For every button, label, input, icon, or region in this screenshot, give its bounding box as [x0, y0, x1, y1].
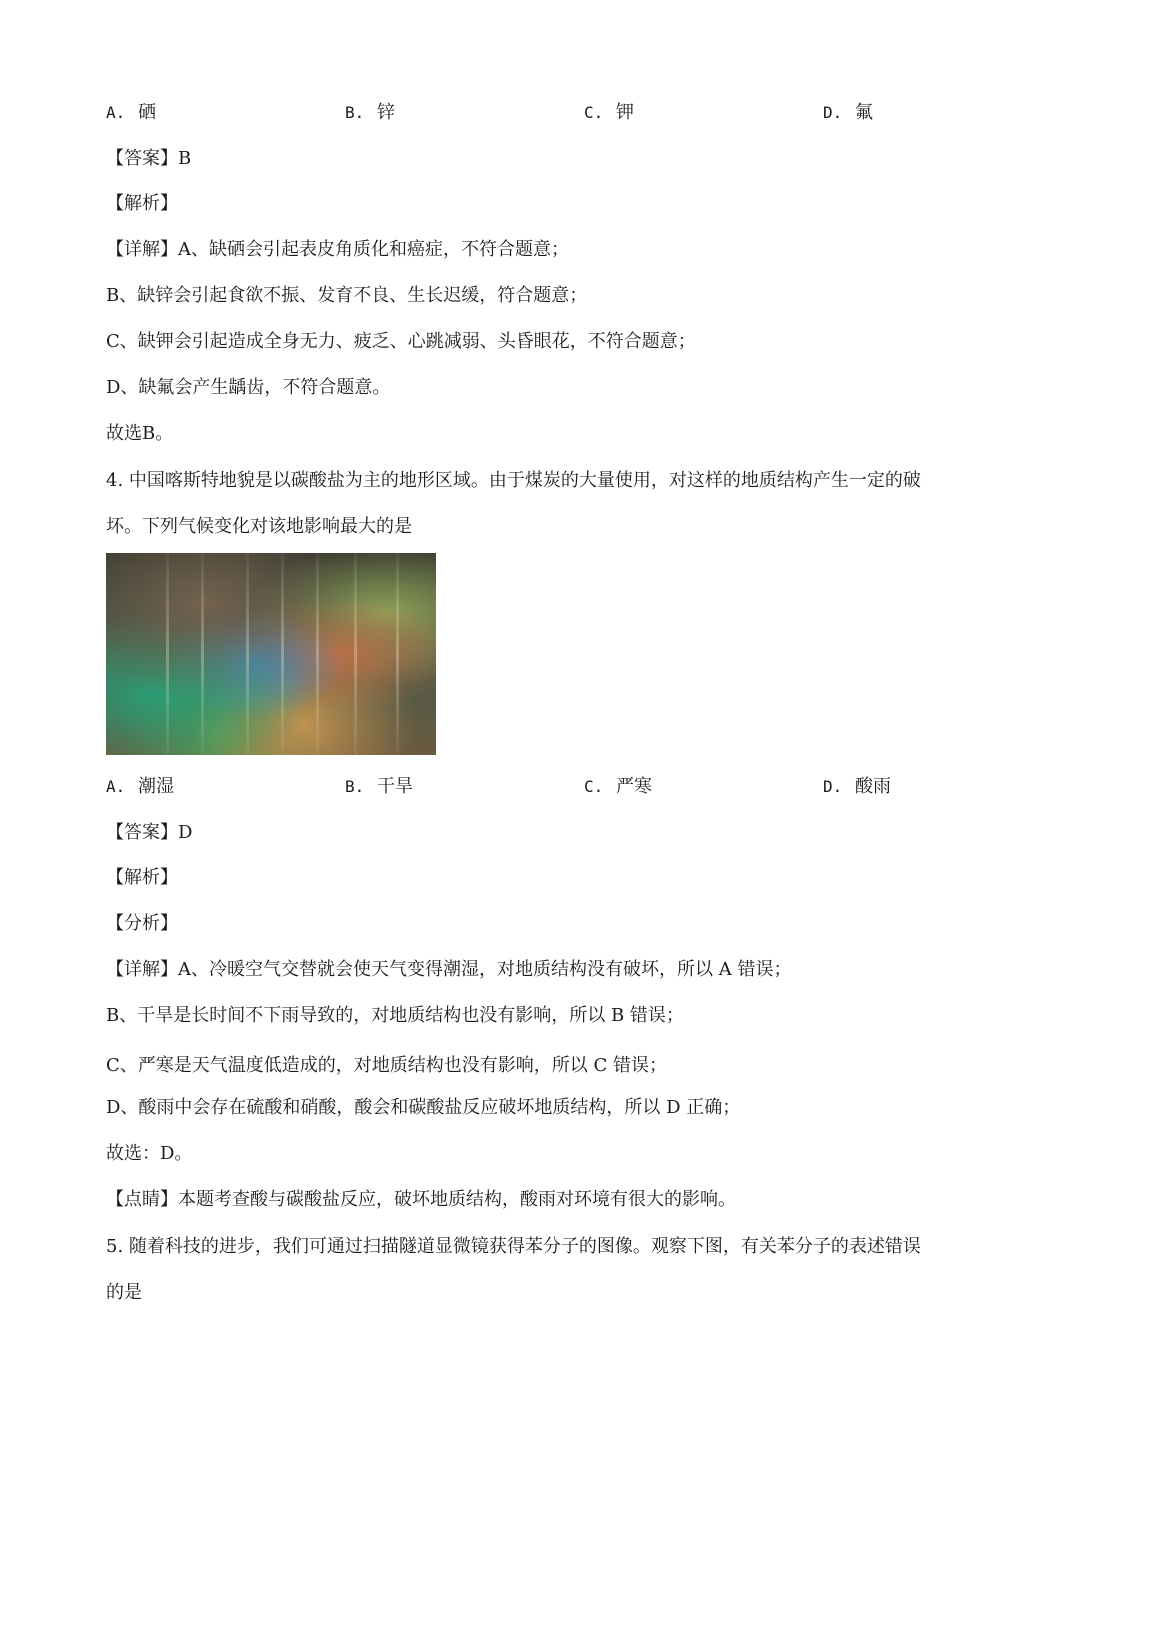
q4-option-a[interactable] — [106, 775, 174, 799]
q3-answer: 【答案】B — [106, 148, 192, 169]
option-key: D. — [823, 103, 843, 122]
option-key: C. — [584, 103, 604, 122]
q4-fenxi-heading: 【分析】 — [106, 913, 178, 934]
q3-options — [106, 101, 1006, 125]
q4-option-b[interactable] — [345, 775, 413, 799]
option-text: 硒 — [138, 102, 156, 123]
q5-stem-line2: 的是 — [106, 1282, 142, 1303]
q4-conclusion: 故选：D。 — [106, 1143, 193, 1164]
option-key: B. — [345, 777, 365, 796]
q4-detail-d: D、酸雨中会存在硫酸和硝酸，酸会和碳酸盐反应破坏地质结构，所以 D 正确； — [106, 1097, 741, 1118]
option-key: A. — [106, 103, 126, 122]
option-text: 氟 — [855, 102, 873, 123]
q4-options — [106, 775, 1006, 799]
option-key: D. — [823, 777, 843, 796]
q3-detail-b: B、缺锌会引起食欲不振、发育不良、生长迟缓，符合题意； — [106, 285, 588, 306]
option-key: B. — [345, 103, 365, 122]
q4-stem-line1: 4. 中国喀斯特地貌是以碳酸盐为主的地形区域。由于煤炭的大量使用，对这样的地质结构产生一定的破 — [106, 470, 921, 491]
option-text: 钾 — [616, 102, 634, 123]
option-text: 酸雨 — [855, 776, 891, 797]
option-text: 锌 — [377, 102, 395, 123]
option-text: 干旱 — [377, 776, 413, 797]
option-key: A. — [106, 777, 126, 796]
q4-option-d[interactable] — [823, 775, 891, 799]
q4-detail-b: B、干旱是长时间不下雨导致的，对地质结构也没有影响，所以 B 错误； — [106, 1005, 684, 1026]
q3-detail-c: C、缺钾会引起造成全身无力、疲乏、心跳减弱、头昏眼花，不符合题意； — [106, 331, 696, 352]
option-text: 严寒 — [616, 776, 652, 797]
q3-option-a[interactable] — [106, 101, 156, 125]
q3-option-b[interactable] — [345, 101, 395, 125]
q5-stem-line1: 5. 随着科技的进步，我们可通过扫描隧道显微镜获得苯分子的图像。观察下图，有关苯分子的表述错误 — [106, 1236, 921, 1257]
karst-cave-photo — [106, 553, 436, 755]
q4-option-c[interactable] — [584, 775, 652, 799]
q4-stem-line2: 坏。下列气候变化对该地影响最大的是 — [106, 516, 412, 537]
q3-detail-a: 【详解】A、缺硒会引起表皮角质化和癌症，不符合题意； — [106, 239, 569, 260]
q4-detail-a: 【详解】A、冷暖空气交替就会使天气变得潮湿，对地质结构没有破坏，所以 A 错误； — [106, 959, 792, 980]
q4-comment: 【点睛】本题考查酸与碳酸盐反应，破坏地质结构，酸雨对环境有很大的影响。 — [106, 1189, 736, 1210]
option-text: 潮湿 — [138, 776, 174, 797]
q3-option-c[interactable] — [584, 101, 634, 125]
q3-conclusion: 故选B。 — [106, 423, 174, 444]
option-key: C. — [584, 777, 604, 796]
q4-answer: 【答案】D — [106, 822, 193, 843]
q3-option-d[interactable] — [823, 101, 873, 125]
q3-detail-d: D、缺氟会产生龋齿，不符合题意。 — [106, 377, 391, 398]
q4-analysis-heading: 【解析】 — [106, 867, 178, 888]
q4-detail-c: C、严寒是天气温度低造成的，对地质结构也没有影响，所以 C 错误； — [106, 1055, 667, 1076]
q3-analysis-heading: 【解析】 — [106, 193, 178, 214]
